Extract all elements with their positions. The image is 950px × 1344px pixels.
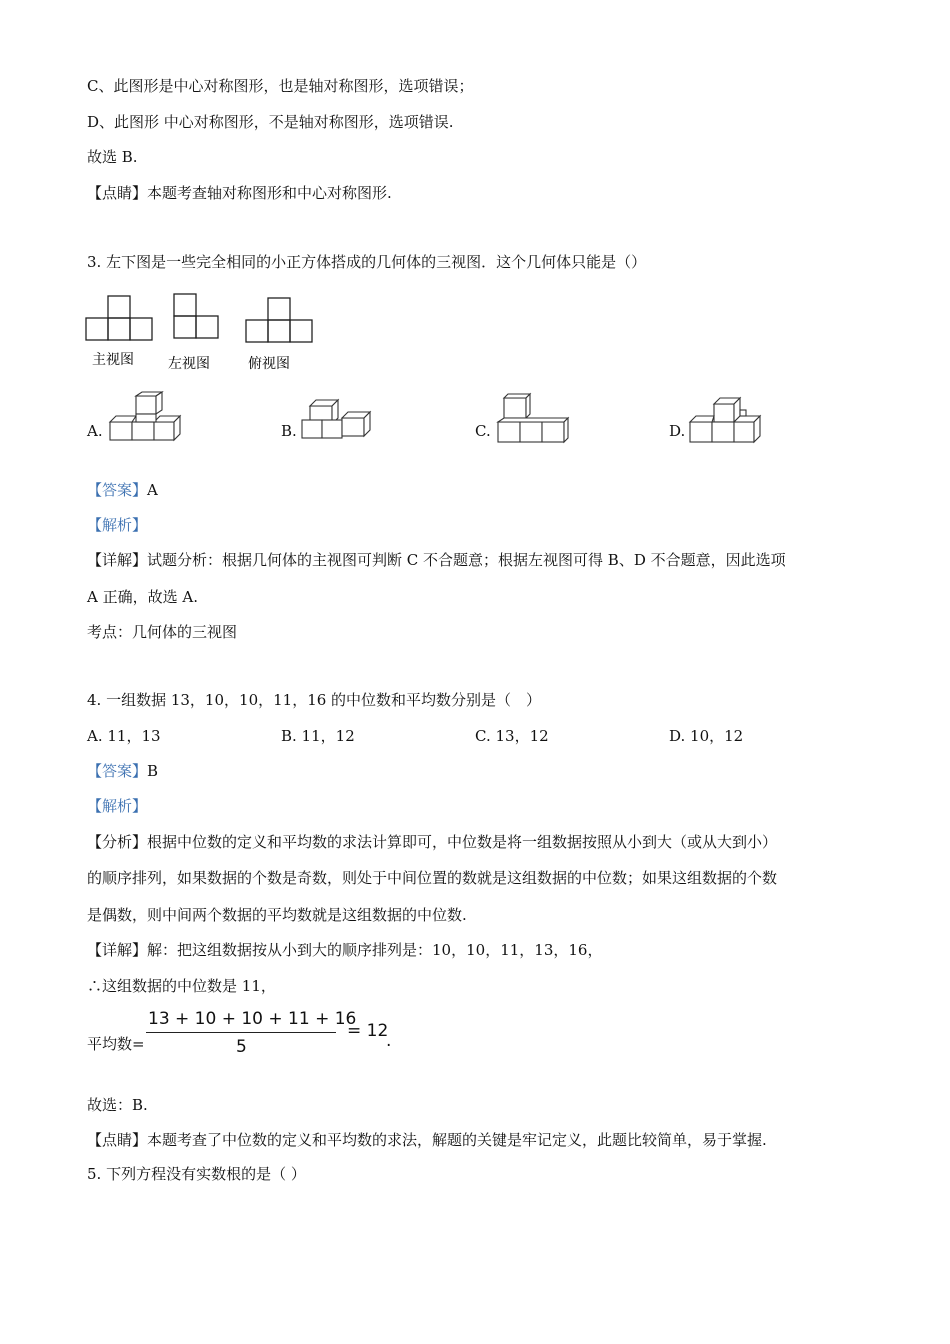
front-view-shape (86, 296, 152, 340)
fenxi-tag: 【分析】 (87, 833, 148, 851)
three-views-figure (84, 292, 324, 376)
q3-option-d-label: D. (669, 422, 686, 440)
q3-point: 考点：几何体的三视图 (87, 623, 238, 641)
q4-detail-1 (87, 940, 602, 960)
tip-tag: 【点睛】 (87, 184, 148, 202)
q3-option-b-label: B. (281, 422, 297, 440)
q4-detail-2: ∴这组数据的中位数是 11， (87, 977, 276, 995)
front-view-label: 主视图 (92, 352, 134, 368)
answer-value: A (147, 481, 158, 499)
detail-tag: 【详解】 (87, 941, 148, 959)
q4-analysis-tag: 【解析】 (87, 797, 148, 815)
answer-tag: 【答案】 (87, 481, 148, 499)
q5-stem: 5. 下列方程没有实数根的是（ ） (87, 1165, 306, 1183)
fraction-numerator: 13 + 10 + 10 + 11 + 16 (148, 1009, 357, 1029)
q3-option-b-figure (300, 400, 376, 444)
fenxi-text: 根据中位数的定义和平均数的求法计算即可，中位数是将一组数据按照从小到大（或从大到小） (147, 833, 778, 851)
answer-value: B (147, 762, 159, 780)
answer-tag: 【答案】 (87, 762, 148, 780)
mean-label: 平均数= (87, 1035, 145, 1053)
q4-select: 故选：B. (87, 1096, 148, 1114)
q3-stem: 3. 左下图是一些完全相同的小正方体搭成的几何体的三视图．这个几何体只能是（） (87, 253, 647, 271)
fraction-bar (146, 1032, 336, 1033)
q4-fenxi-1 (87, 832, 777, 852)
q3-option-a-figure (106, 392, 182, 444)
detail-text: 解：把这组数据按从小到大的顺序排列是：10，10，11，13，16， (147, 941, 603, 959)
q3-option-a-label: A. (87, 422, 103, 440)
q3-option-c-figure (494, 394, 570, 444)
q2-option-d-analysis: D、此图形 中心对称图形，不是轴对称图形，选项错误. (87, 113, 454, 131)
q4-fenxi-2: 的顺序排列，如果数据的个数是奇数，则处于中间位置的数就是这组数据的中位数；如果这组数据的个数 (87, 869, 778, 887)
detail-text: 试题分析：根据几何体的主视图可判断 C 不合题意；根据左视图可得 B、D 不合题意，因此选项 (147, 551, 786, 569)
q4-fenxi-3: 是偶数，则中间两个数据的平均数就是这组数据的中位数. (87, 906, 467, 924)
q3-analysis-tag: 【解析】 (87, 516, 148, 534)
q4-tip (87, 1130, 767, 1150)
mean-period: . (386, 1031, 392, 1051)
q3-detail-2: A 正确，故选 A. (87, 588, 198, 606)
q4-option-b: B. 11，12 (281, 727, 355, 745)
q2-select: 故选 B. (87, 148, 138, 166)
q4-answer (87, 761, 158, 781)
q4-option-a: A. 11，13 (87, 727, 161, 745)
q3-detail-1 (87, 550, 786, 570)
fraction-denominator: 5 (236, 1037, 247, 1057)
left-view-label: 左视图 (168, 356, 210, 372)
q3-option-d-figure (688, 396, 764, 444)
q2-tip (87, 183, 392, 203)
detail-tag: 【详解】 (87, 551, 148, 569)
top-view-label: 俯视图 (248, 356, 290, 372)
left-view-shape (174, 294, 218, 338)
top-view-shape (246, 298, 312, 342)
q3-option-c-label: C. (475, 422, 491, 440)
q4-option-c: C. 13，12 (475, 727, 549, 745)
q4-option-d: D. 10，12 (669, 727, 744, 745)
q2-option-c-analysis: C、此图形是中心对称图形，也是轴对称图形，选项错误； (87, 77, 474, 95)
mean-result: = 12 (347, 1021, 389, 1041)
q4-stem: 4. 一组数据 13，10，10，11，16 的中位数和平均数分别是（ ） (87, 691, 542, 709)
q3-answer (87, 480, 158, 500)
tip-text: 本题考查轴对称图形和中心对称图形. (147, 184, 392, 202)
tip-text: 本题考查了中位数的定义和平均数的求法，解题的关键是牢记定义，此题比较简单，易于掌握. (147, 1131, 767, 1149)
tip-tag: 【点睛】 (87, 1131, 148, 1149)
